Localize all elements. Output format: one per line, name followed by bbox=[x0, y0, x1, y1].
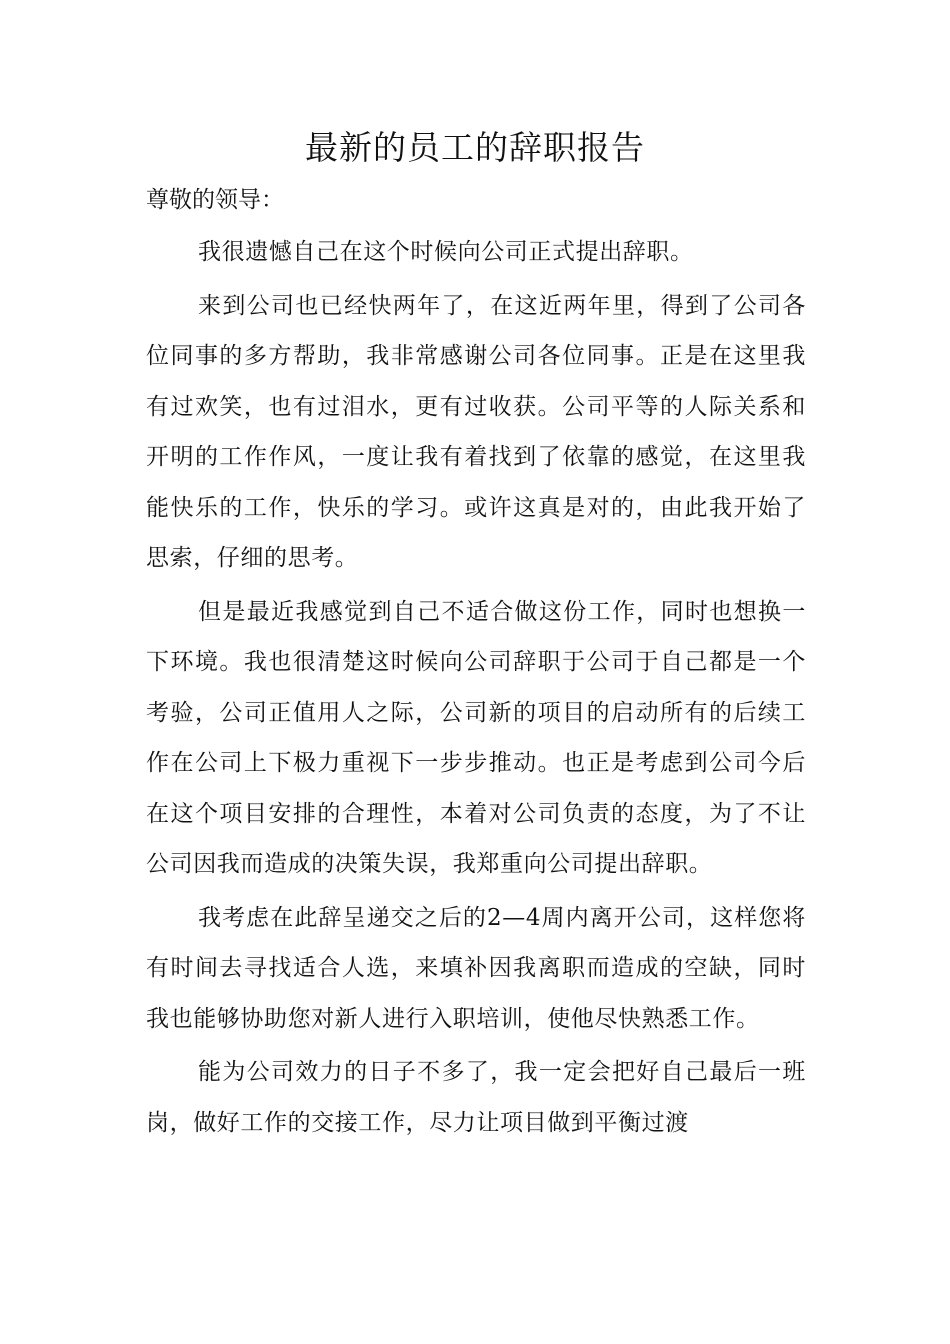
paragraph-reason: 但是最近我感觉到自己不适合做这份工作，同时也想换一下环境。我也很清楚这时候向公司辞职于公司于自己都是一个考验，公司正值用人之际，公司新的项目的启动所有的后续工作在公司上下极力重视下一步步推动。也正是考虑到公司今后在这个项目安排的合理性，本着对公司负责的态度，为了不让公司因我而造成的决策失误，我郑重向公司提出辞职。 bbox=[146, 598, 806, 877]
document-title: 最新的员工的辞职报告 bbox=[305, 128, 645, 167]
paragraph-gratitude: 来到公司也已经快两年了，在这近两年里，得到了公司各位同事的多方帮助，我非常感谢公司各位同事。正是在这里我有过欢笑，也有过泪水，更有过收获。公司平等的人际关系和开明的工作作风，一度让我有着找到了依靠的感觉，在这里我能快乐的工作，快乐的学习。或许这真是对的，由此我开始了思索，仔细的思考。 bbox=[146, 292, 806, 571]
salutation: 尊敬的领导： bbox=[146, 187, 284, 213]
paragraph-handover: 能为公司效力的日子不多了，我一定会把好自己最后一班岗，做好工作的交接工作，尽力让项目做到平衡过渡 bbox=[146, 1059, 806, 1136]
paragraph-opening: 我很遗憾自己在这个时候向公司正式提出辞职。 bbox=[198, 239, 694, 265]
paragraph-timeline: 我考虑在此辞呈递交之后的2—4周内离开公司，这样您将有时间去寻找适合人选，来填补因我离职而造成的空缺，同时我也能够协助您对新人进行入职培训，使他尽快熟悉工作。 bbox=[146, 904, 806, 1032]
document-body bbox=[146, 227, 806, 1151]
